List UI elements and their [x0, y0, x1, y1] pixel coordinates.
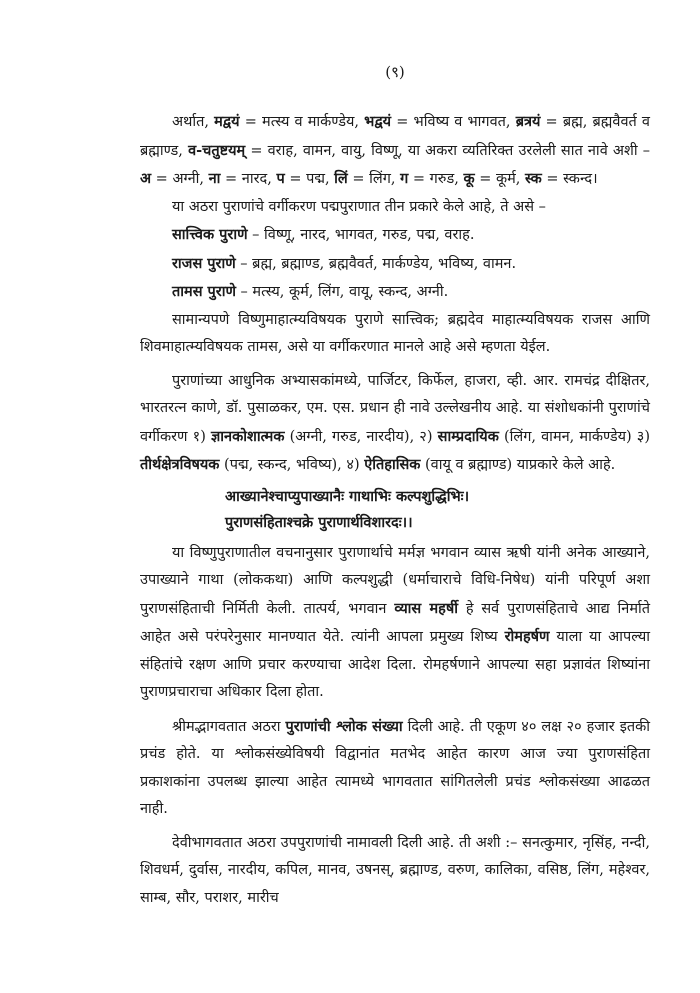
- abbr-term: प: [276, 170, 285, 187]
- paragraph-general: सामान्यपणे विष्णुमाहात्म्यविषयक पुराणे सात्त्विक; ब्रह्मदेव माहात्म्यविषयक राजस आणि शिवमाहात्म्यविषयक तामस, असे या वर्गीकरणात मानले आहे असे म्हणता येईल.: [140, 311, 650, 355]
- text: श्रीमद्भागवतात अठरा: [172, 718, 286, 735]
- abbr-term: भद्वयं: [364, 113, 392, 130]
- abbr-term: अ: [140, 170, 152, 187]
- bold-term: ऐतिहासिक: [364, 456, 421, 473]
- text: पुराणांच्या आधुनिक अभ्यासकांमध्ये, पार्जिटर, किर्फेल, हाजरा, व्ही. आर. रामचंद्र दीक्षितर, भारतरत्न काणे, डॉ. पुसाळकर, एम. एस. प्रधान ही नावे उल्लेखनीय आहे. या संशोधकांनी पुराणांचे वर्गीकरण १): [140, 372, 650, 445]
- text: = मत्स्य व मार्कण्डेय,: [239, 114, 365, 130]
- sanskrit-verse: [225, 484, 650, 536]
- abbr-term: लिं: [334, 170, 348, 187]
- paragraph-classification: या अठरा पुराणांचे वर्गीकरण पद्मपुराणात तीन प्रकारे केले आहे, ते असे –: [172, 198, 546, 215]
- paragraph-abbreviations: [140, 108, 650, 194]
- bold-term: पुराणांची श्लोक संख्या: [285, 717, 403, 735]
- category-purana-list: – मत्स्य, कूर्म, लिंग, वायू, स्कन्द, अग्नी.: [235, 284, 449, 300]
- verse-line-2: पुराणसंहिताश्चक्रे पुराणार्थविशारदः।।: [225, 513, 413, 531]
- text: = पद्म,: [284, 171, 335, 187]
- category-list: [140, 221, 650, 307]
- verse-line-1: आख्यानेश्चाप्युपाख्यानैः गाथाभिः कल्पशुद्धिभिः।: [225, 487, 470, 505]
- text: हे सर्व पुराणसंहिताचे आद्य निर्माते आहेत असे परंपरेनुसार मानण्यात येते. त्यांनी आपला प्रमुख्य शिष्य: [140, 600, 651, 645]
- paragraph-vyasa: [140, 540, 650, 707]
- category-item: [172, 221, 650, 250]
- text: याला या आपल्या संहितांचे रक्षण आणि प्रचार करण्याचा आदेश दिला. रोमहर्षणाने आपल्या सहा प्रज्ञावंत शिष्यांना पुराणप्रचाराचा अधिकार दिला होता.: [140, 629, 651, 700]
- abbr-term: स्क: [525, 170, 542, 187]
- text: अर्थात,: [172, 114, 209, 130]
- text: = भविष्य व भागवत,: [391, 114, 516, 130]
- bold-term: व्यास महर्षी: [394, 599, 459, 617]
- abbr-term: ना: [208, 170, 221, 187]
- category-purana-list: – विष्णू, नारद, भागवत, गरुड, पद्म, वराह.: [247, 227, 475, 243]
- text: या विष्णुपुराणातील वचनानुसार पुराणार्थाचे मर्मज्ञ भगवान व्यास ऋषी यांनी अनेक आख्याने, उपाख्याने गाथा (लोककथा) आणि कल्पशुद्धी (धर्माचाराचे विधि-निषेध) यांनी परिपूर्ण अशा पुराणसंहिताची निर्मिती केली. तात्पर्य, भगवान: [140, 544, 650, 617]
- paragraph-shloka-count: [140, 713, 650, 824]
- text: = ब्रह्म, ब्रह्मवैवर्त व ब्रह्माण्ड,: [140, 114, 650, 159]
- text: (वायू व ब्रह्माण्ड) याप्रकारे केले आहे.: [420, 457, 616, 473]
- abbr-term: ब्रत्रयं: [515, 113, 541, 130]
- bold-term: साम्प्रदायिक: [437, 427, 499, 445]
- bold-term: ज्ञानकोशात्मक: [211, 427, 285, 445]
- text: (पद्म, स्कन्द, भविष्य), ४): [219, 457, 365, 473]
- page-body: [140, 108, 650, 912]
- category-item: [172, 278, 650, 307]
- paragraph-modern-scholars: [140, 368, 650, 480]
- category-name: तामस पुराणे: [172, 283, 236, 300]
- text: = स्कन्द।: [541, 171, 598, 187]
- page-number: (९): [385, 63, 405, 81]
- abbr-term: कू: [463, 170, 475, 187]
- abbr-term: मद्वयं: [214, 113, 240, 130]
- text: = नारद,: [220, 171, 277, 187]
- text: = गरुड,: [408, 171, 464, 187]
- paragraph-upapuranas: देवीभागवतात अठरा उपपुराणांची नामावली दिली आहे. ती अशी :– सनत्कुमार, नृसिंह, नन्दी, शिवधर्म, दुर्वास, नारदीय, कपिल, मानव, उषनस्, ब्रह्माण्ड, वरुण, कालिका, वसिष्ठ, लिंग, महेश्वर, साम्ब, सौर, पराशर, मारीच: [140, 834, 650, 906]
- text: (लिंग, वामन, मार्कण्डेय) ३): [498, 428, 650, 445]
- text: = अग्नी,: [151, 171, 209, 187]
- bold-term: रोमहर्षण: [504, 628, 550, 645]
- abbr-term: व-चतुष्टयम्: [188, 141, 246, 159]
- text: = लिंग,: [347, 171, 401, 187]
- abbr-term: ग: [400, 170, 409, 187]
- category-item: [172, 250, 650, 279]
- category-purana-list: – ब्रह्म, ब्रह्माण्ड, ब्रह्मवैवर्त, मार्कण्डेय, भविष्य, वामन.: [235, 255, 517, 272]
- text: दिली आहे. ती एकूण ४० लक्ष २० हजार इतकी प्रचंड होते. या श्लोकसंख्येविषयी विद्वानांत मतभेद आहेत कारण आज ज्या पुराणसंहिता प्रकाशकांना उपलब्ध झाल्या आहेत त्यामध्ये भागवतात सांगितलेली प्रचंड श्लोकसंख्या आढळत नाही.: [140, 718, 650, 817]
- text: (अग्नी, गरुड, नारदीय), २): [284, 428, 438, 445]
- text: = कूर्म,: [474, 171, 526, 187]
- bold-term: तीर्थक्षेत्रविषयक: [140, 456, 220, 473]
- category-name: सात्त्विक पुराणे: [172, 226, 248, 243]
- text: = वराह, वामन, वायु, विष्णू, या अकरा व्यतिरिक्त उरलेली सात नावे अशी –: [245, 142, 650, 159]
- category-name: राजस पुराणे: [172, 254, 236, 272]
